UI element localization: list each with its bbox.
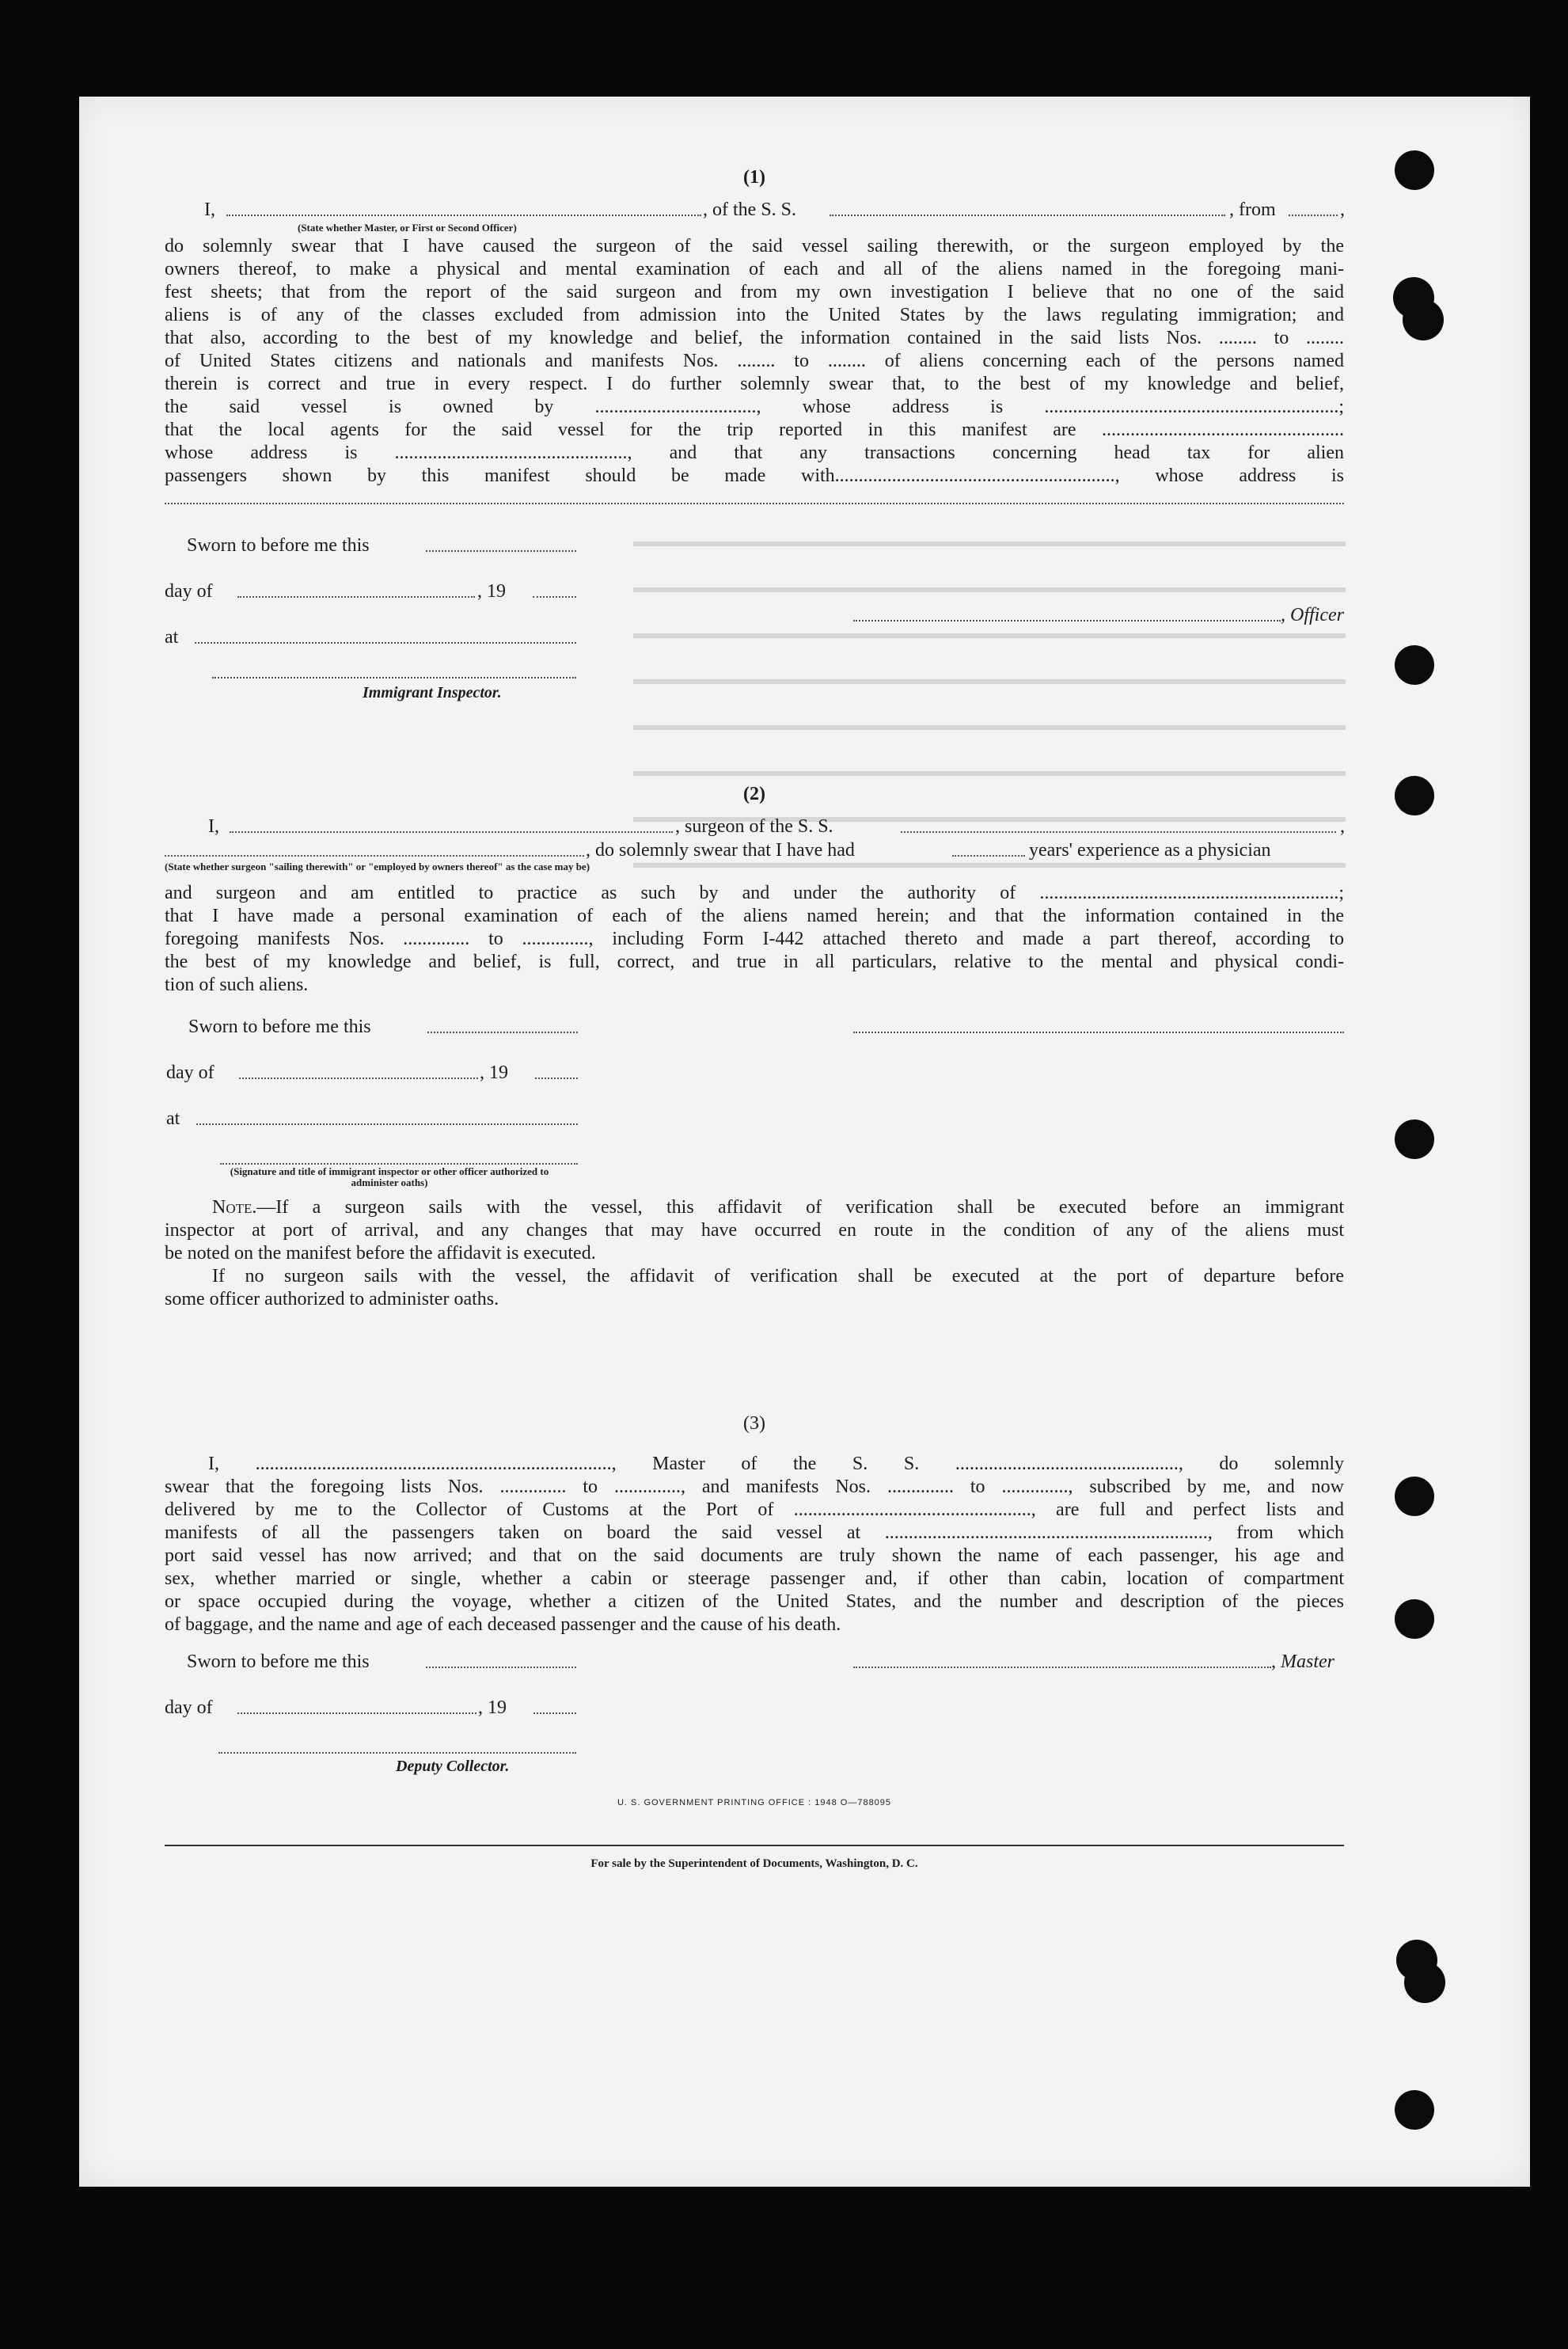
- binder-hole: [1395, 645, 1434, 685]
- binder-hole: [1395, 1477, 1434, 1516]
- section-2-note: Note.—If a surgeon sails with the vessel, this affidavit of verification shall be executed before an immigrant inspector at port of arrival, and any changes that may have occurred en route in the condition of any of the aliens must be noted on the manifest before the affidavit is executed. If no surgeon sails with the vessel, the affidavit of verification shall be executed at the port of departure before some officer authorized to administer oaths.: [165, 1197, 1344, 1309]
- section-3-paragraph: I, ..........................................................................., Master of the S. S. ..............................................., do solemnly swear that the foregoing lists Nos. .............. to .............., and manifests Nos. .............. to .............., subscribed by me, and now delivered by me to the Collector of Customs at the Port of .................................................., are full and perfect lists and manifests of all the passengers taken on board the said vessel at ...................................................................., from which port said vessel has now arrived; and that on the said documents are truly shown the name of each passenger, his age and sex, whether married or single, whether a cabin or steerage passenger and, if other than cabin, location of compartment or space occupied during the voyage, whether a citizen of the United States, and the number and description of the pieces of baggage, and the name and age of each deceased passenger and the cause of his death.: [165, 1454, 1344, 1635]
- section-1-paragraph: do solemnly swear that I have caused the surgeon of the said vessel sailing therewith, or the surgeon employed by the owners thereof, to make a physical and mental examination of each and all of the aliens named in the foregoing mani- fest sheets; that from the report of the said surgeon and from my own investigation I believe that no one of the said aliens is of any of the classes excluded from admission into the United States by the laws regulating immigration; and that also, according to the best of my knowledge and belief, the information contained in the said lists Nos. ........ to ........ of United States citizens and nationals and manifests Nos. ........ to ........ of aliens concerning each of the persons named therein is correct and true in every respect. I do further solemnly swear that, to the best of my knowledge and belief, the said vessel is owned by .................................., whose address is ..............................................................; that the local agents for the said vessel for the trip reported in this manifest are ................................................... whose address is ................................................., and that any transactions concerning head tax for alien passengers shown by this manifest should be made with..........................................................., whose address is: [165, 236, 1344, 486]
- immigrant-inspector-caption: Immigrant Inspector.: [363, 684, 502, 701]
- binder-hole: [1395, 776, 1434, 815]
- affidavit-document: [165, 166, 1344, 1876]
- deputy-collector-caption: Deputy Collector.: [396, 1758, 510, 1775]
- section-1-first-line: I, , of the S. S. , from ,: [204, 200, 1345, 220]
- binder-hole: [1395, 1119, 1434, 1159]
- binder-hole: [1403, 299, 1444, 340]
- section-3-number: (3): [743, 1413, 765, 1434]
- surgeon-caption: (State whether surgeon "sailing therewith" or "employed by owners thereof" as the case may be): [165, 861, 590, 872]
- printing-office-line: U. S. GOVERNMENT PRINTING OFFICE : 1948 O—788095: [617, 1798, 892, 1807]
- section-3-jurat: Sworn to before me this , Master day of , 19 Deputy Collector.: [165, 1651, 1344, 1801]
- footer-rule: [165, 1845, 1344, 1846]
- section-2-first-line: I, , surgeon of the S. S. ,: [208, 816, 1345, 837]
- binder-hole: [1404, 1962, 1445, 2003]
- section-2-jurat: Sworn to before me this day of , 19 at (Signature and title of immigrant inspector or other officer authorized to administer oaths): [165, 1016, 1344, 1206]
- section-2-second-line: , do solemnly swear that I have had years' experience as a physician: [165, 839, 1344, 861]
- officer-caption: (State whether Master, or First or Second Officer): [298, 222, 517, 234]
- section-1-jurat: Sworn to before me this day of , 19 , Officer at Immigrant Inspector.: [165, 526, 1344, 788]
- binder-hole: [1395, 150, 1434, 190]
- for-sale-line: For sale by the Superintendent of Documents, Washington, D. C.: [590, 1857, 918, 1870]
- binder-hole: [1395, 1599, 1434, 1639]
- signature-caption: (Signature and title of immigrant inspector or other officer authorized to administer oaths): [230, 1165, 549, 1188]
- section-2-number: (2): [743, 784, 765, 804]
- section-2-paragraph: and surgeon and am entitled to practice as such by and under the authority of ...............................................................; that I have made a personal examination of each of the aliens named herein; and that the information contained in the foregoing manifests Nos. .............. to .............., including Form I-442 attached thereto and made a part thereof, according to the best of my knowledge and belief, is full, correct, and true in all particulars, relative to the mental and physical condi- tion of such aliens.: [165, 883, 1344, 995]
- binder-hole: [1395, 2090, 1434, 2130]
- section-1-number: (1): [743, 167, 765, 188]
